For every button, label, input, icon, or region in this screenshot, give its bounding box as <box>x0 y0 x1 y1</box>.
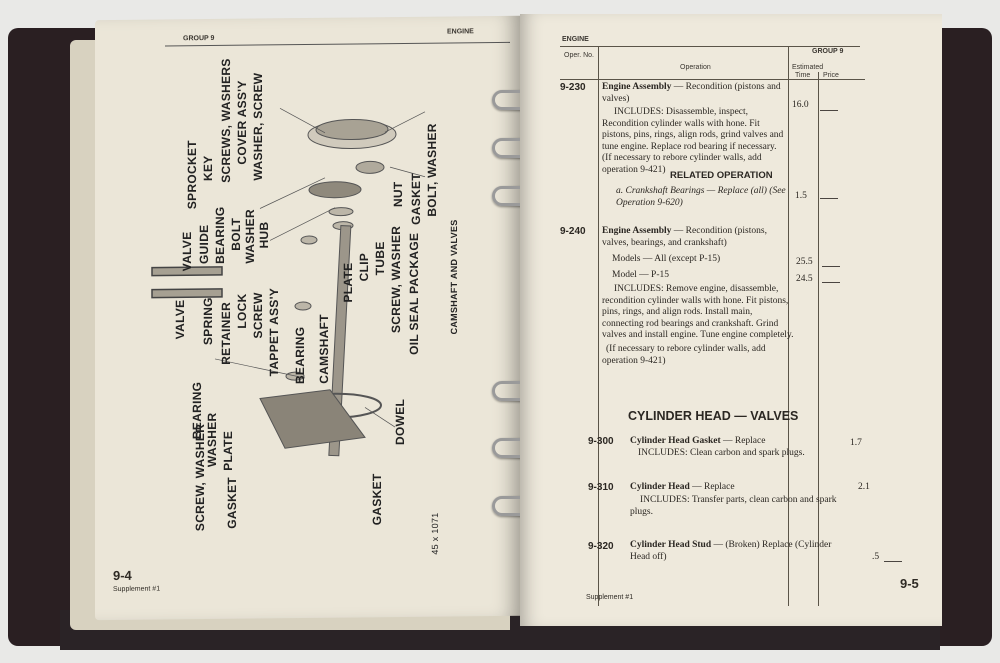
col-divider <box>598 46 599 606</box>
label-screws-washers: SCREWS, WASHERS <box>219 58 233 183</box>
section-cylinder-head: CYLINDER HEAD — VALVES <box>628 409 799 423</box>
op-time: .5 <box>872 552 880 562</box>
op-includes: INCLUDES: Disassemble, inspect, Recondition cylinder walls with hone. Fit pistons, pins, rings, align rods, grind valves and tune engine. Replace rod bearing if necessary. (If necessary to rebore cylinder walls, add operation 9-421) <box>602 107 784 175</box>
right-header-group: GROUP 9 <box>812 48 844 55</box>
label-lock: LOCK <box>235 293 249 329</box>
figure-code: 45 x 1071 <box>430 512 440 555</box>
op-note: (If necessary to rebore cylinder walls, add operation 9-421) <box>602 344 766 366</box>
op-time: 2.1 <box>858 482 870 492</box>
label-screw: SCREW <box>251 292 265 339</box>
right-page-number: 9-5 <box>900 576 919 591</box>
left-header-engine: ENGINE <box>447 28 474 36</box>
label-gasket-left: GASKET <box>225 476 239 529</box>
op-number: 9-240 <box>560 226 586 237</box>
label-bearing-mid: BEARING <box>293 326 307 385</box>
left-page <box>95 16 520 620</box>
model-p15: Model — P-15 <box>612 270 669 280</box>
label-washer-low: WASHER <box>205 412 219 468</box>
op-includes: INCLUDES: Clean carbon and spark plugs. <box>638 448 805 458</box>
label-dowel: DOWEL <box>393 398 407 446</box>
price-blank <box>822 282 840 283</box>
label-tube: TUBE <box>373 241 387 276</box>
op-title: Cylinder Head Stud — (Broken) Replace (Cylinder Head off) <box>630 540 832 562</box>
op-title: Cylinder Head Gasket — Replace <box>630 436 766 446</box>
op-title: Engine Assembly — Recondition (pistons, valves, bearings, and crankshaft) <box>602 226 767 248</box>
model-p15-time: 24.5 <box>796 274 813 284</box>
related-op: a. Crankshaft Bearings — Replace (all) (See Operation 9-620) <box>616 186 786 208</box>
models-all: Models — All (except P-15) <box>612 254 721 264</box>
label-washer-screw: WASHER, SCREW <box>251 72 265 181</box>
col-estimated: Estimated <box>792 64 824 71</box>
label-bearing-low: BEARING <box>190 381 204 440</box>
label-gasket-bottom: GASKET <box>370 473 384 526</box>
label-gasket-right: GASKET <box>409 172 423 225</box>
related-time: 1.5 <box>795 191 807 201</box>
label-screw-washer-right: SCREW, WASHER <box>389 225 403 334</box>
label-key: KEY <box>201 155 215 182</box>
label-nut: NUT <box>391 181 405 208</box>
right-page <box>520 14 942 626</box>
table-header-rule <box>560 79 865 80</box>
op-includes: INCLUDES: Remove engine, disassemble, recondition cylinder walls with hone. Fit pistons, pins, rings, and align rods. Install main, connecting rod bearings and crankshaft. Grind valves and install engine. Tune engine completely. <box>602 284 794 340</box>
label-plate: PLATE <box>221 430 235 471</box>
col-operation: Operation <box>680 64 711 71</box>
label-cover-assy: COVER ASS'Y <box>235 80 249 165</box>
label-spring: SPRING <box>201 297 215 346</box>
models-all-time: 25.5 <box>796 257 813 267</box>
price-blank <box>820 110 838 111</box>
op-title: Cylinder Head — Replace <box>630 482 735 492</box>
label-sprocket: SPROCKET <box>185 140 199 210</box>
left-page-number: 9-4 <box>113 567 132 584</box>
section-related: RELATED OPERATION <box>670 170 773 181</box>
right-header-engine: ENGINE <box>562 36 589 43</box>
label-hub: HUB <box>257 221 271 249</box>
op-number: 9-300 <box>588 436 614 447</box>
label-screw-washer-low: SCREW, WASHER <box>193 423 207 532</box>
op-time: 16.0 <box>792 100 809 110</box>
op-number: 9-320 <box>588 541 614 552</box>
label-guide: GUIDE <box>197 224 211 265</box>
op-title: Engine Assembly — Recondition (pistons and valves) <box>602 82 781 104</box>
price-blank <box>884 561 902 562</box>
price-blank <box>820 198 838 199</box>
label-oil-seal: OIL SEAL PACKAGE <box>407 232 421 355</box>
price-blank <box>822 266 840 267</box>
label-clip: CLIP <box>357 252 371 282</box>
col-oper-no: Oper. No. <box>564 52 594 59</box>
label-bearing-top: BEARING <box>213 206 227 264</box>
col-divider <box>818 72 819 606</box>
left-header-group: GROUP 9 <box>183 34 215 43</box>
op-includes: INCLUDES: Transfer parts, clean carbon and spark plugs. <box>630 495 837 517</box>
label-tappet-assy: TAPPET ASS'Y <box>267 287 281 377</box>
col-price: Price <box>823 72 839 79</box>
label-washer: WASHER <box>243 209 257 264</box>
label-camshaft: CAMSHAFT <box>317 314 331 384</box>
label-bolt: BOLT <box>229 217 243 251</box>
left-supplement: Supplement #1 <box>113 585 161 594</box>
table-top-rule <box>560 46 860 47</box>
label-plate-right: PLATE <box>341 262 355 303</box>
op-number: 9-310 <box>588 482 614 493</box>
label-retainer: RETAINER <box>219 301 233 365</box>
label-valve-top: VALVE <box>180 231 194 272</box>
label-valve: VALVE <box>173 299 187 340</box>
figure-title: CAMSHAFT AND VALVES <box>449 219 459 335</box>
label-bolt-washer: BOLT, WASHER <box>425 123 439 217</box>
col-time: Time <box>795 72 811 79</box>
op-number: 9-230 <box>560 82 586 93</box>
op-time: 1.7 <box>850 438 862 448</box>
right-supplement: Supplement #1 <box>586 594 634 601</box>
